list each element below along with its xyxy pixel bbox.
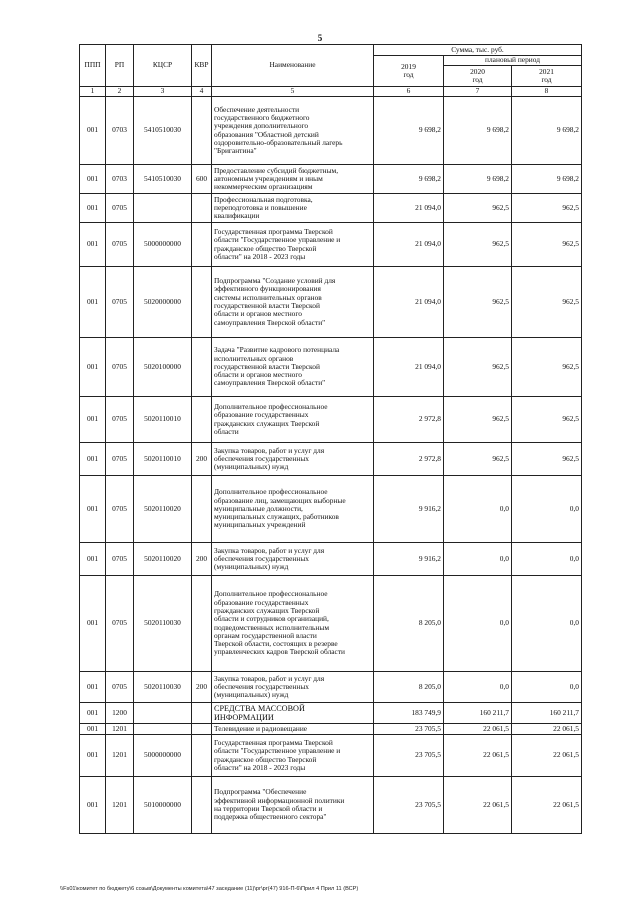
cell-2021: 0,0 <box>512 476 582 543</box>
cell-2021: 9 698,2 <box>512 165 582 194</box>
sum-header: Сумма, тыс. руб. <box>374 45 582 56</box>
cell-kvr <box>192 338 212 397</box>
cell-2019: 183 749,9 <box>374 703 444 724</box>
budget-table <box>79 44 582 834</box>
cell-rp: 0705 <box>106 476 134 543</box>
cell-name: Дополнительное профессиональное образование государственных гражданских служащих Тверской области и сотрудников организаций, подведомственных исполнительным органам государственной власти Тверской области, состоящих в резерве управленческих кадров Тверской области <box>212 576 374 672</box>
table-body <box>80 97 582 834</box>
cell-name: Подпрограмма "Обеспечение эффективной информационной политики на территории Тверской области и поддержка общественного сектора" <box>212 777 374 834</box>
cell-rp: 0705 <box>106 543 134 576</box>
cell-name: Подпрограмма "Создание условий для эффективного функционирования системы исполнительных органов государственной власти Тверской области и органов местного самоуправления Тверской области" <box>212 267 374 338</box>
cell-ppp: 001 <box>80 576 106 672</box>
cell-2021: 962,5 <box>512 338 582 397</box>
cell-2021: 0,0 <box>512 543 582 576</box>
cell-2020: 0,0 <box>444 476 512 543</box>
cell-2021: 0,0 <box>512 672 582 703</box>
cell-name: Закупка товаров, работ и услуг для обеспечения государственных (муниципальных) нужд <box>212 672 374 703</box>
cell-rp: 0703 <box>106 165 134 194</box>
cell-2020: 962,5 <box>444 267 512 338</box>
col-number: 3 <box>134 87 192 97</box>
cell-2021: 22 061,5 <box>512 724 582 735</box>
table-row <box>80 724 582 735</box>
cell-2019: 2 972,8 <box>374 443 444 476</box>
cell-rp: 0705 <box>106 576 134 672</box>
table-row <box>80 194 582 223</box>
cell-ppp: 001 <box>80 735 106 777</box>
cell-ppp: 001 <box>80 703 106 724</box>
cell-2019: 9 698,2 <box>374 97 444 165</box>
cell-ppp: 001 <box>80 165 106 194</box>
col-number: 4 <box>192 87 212 97</box>
cell-rp: 0705 <box>106 672 134 703</box>
cell-name: Задача "Развитие кадрового потенциала исполнительных органов государственной власти Тверской области и органов местного самоуправления Тверской области" <box>212 338 374 397</box>
table-row <box>80 223 582 267</box>
cell-2019: 8 205,0 <box>374 672 444 703</box>
cell-2021: 962,5 <box>512 223 582 267</box>
cell-2021: 22 061,5 <box>512 777 582 834</box>
cell-ppp: 001 <box>80 724 106 735</box>
cell-2020: 160 211,7 <box>444 703 512 724</box>
col-number: 2 <box>106 87 134 97</box>
cell-kvr <box>192 267 212 338</box>
cell-name: СРЕДСТВА МАССОВОЙ ИНФОРМАЦИИ <box>212 703 374 724</box>
cell-name: Дополнительное профессиональное образование государственных гражданских служащих Тверской области <box>212 397 374 443</box>
cell-kcsr: 5410510030 <box>134 97 192 165</box>
cell-2020: 962,5 <box>444 223 512 267</box>
cell-2019: 21 094,0 <box>374 223 444 267</box>
cell-name: Закупка товаров, работ и услуг для обеспечения государственных (муниципальных) нужд <box>212 543 374 576</box>
cell-kvr: 600 <box>192 165 212 194</box>
cell-2020: 22 061,5 <box>444 777 512 834</box>
cell-2020: 0,0 <box>444 576 512 672</box>
cell-kvr <box>192 724 212 735</box>
cell-kvr <box>192 223 212 267</box>
cell-kcsr: 5020110030 <box>134 576 192 672</box>
cell-rp: 1201 <box>106 724 134 735</box>
cell-ppp: 001 <box>80 194 106 223</box>
cell-kcsr: 5020000000 <box>134 267 192 338</box>
cell-2019: 23 705,5 <box>374 735 444 777</box>
cell-2019: 21 094,0 <box>374 338 444 397</box>
column-number-row <box>80 87 582 97</box>
col-2020-header: 2020 год <box>444 66 512 87</box>
cell-kvr <box>192 703 212 724</box>
cell-rp: 0705 <box>106 443 134 476</box>
cell-kcsr: 5410510030 <box>134 165 192 194</box>
cell-rp: 0705 <box>106 194 134 223</box>
cell-ppp: 001 <box>80 476 106 543</box>
cell-kcsr: 5020110020 <box>134 476 192 543</box>
cell-2019: 8 205,0 <box>374 576 444 672</box>
cell-2020: 0,0 <box>444 543 512 576</box>
cell-rp: 0705 <box>106 338 134 397</box>
cell-name: Дополнительное профессиональное образование лиц, замещающих выборные муниципальные должности, муниципальных служащих, работников муниципальных учреждений <box>212 476 374 543</box>
cell-kvr <box>192 397 212 443</box>
cell-2021: 962,5 <box>512 194 582 223</box>
cell-2019: 23 705,5 <box>374 777 444 834</box>
cell-rp: 1201 <box>106 777 134 834</box>
cell-2019: 9 916,2 <box>374 476 444 543</box>
cell-2019: 9 698,2 <box>374 165 444 194</box>
cell-kvr <box>192 97 212 165</box>
cell-ppp: 001 <box>80 338 106 397</box>
col-name-header: Наименование <box>212 45 374 87</box>
table-row <box>80 777 582 834</box>
col-ppp-header: ППП <box>80 45 106 87</box>
table-row <box>80 397 582 443</box>
cell-2021: 962,5 <box>512 267 582 338</box>
cell-ppp: 001 <box>80 672 106 703</box>
cell-kvr <box>192 777 212 834</box>
cell-2021: 962,5 <box>512 397 582 443</box>
cell-kvr <box>192 735 212 777</box>
table-row <box>80 338 582 397</box>
cell-kcsr: 5000000000 <box>134 223 192 267</box>
col-2021-header: 2021 год <box>512 66 582 87</box>
cell-2020: 962,5 <box>444 443 512 476</box>
cell-kcsr <box>134 703 192 724</box>
cell-rp: 1201 <box>106 735 134 777</box>
cell-kcsr: 5010000000 <box>134 777 192 834</box>
cell-rp: 1200 <box>106 703 134 724</box>
col-rp-header: РП <box>106 45 134 87</box>
cell-2019: 21 094,0 <box>374 194 444 223</box>
cell-ppp: 001 <box>80 267 106 338</box>
cell-kcsr <box>134 194 192 223</box>
table-header <box>80 45 582 97</box>
cell-2020: 962,5 <box>444 397 512 443</box>
col-number: 8 <box>512 87 582 97</box>
table-row <box>80 576 582 672</box>
col-number: 1 <box>80 87 106 97</box>
cell-2019: 9 916,2 <box>374 543 444 576</box>
cell-2020: 0,0 <box>444 672 512 703</box>
cell-2019: 21 094,0 <box>374 267 444 338</box>
cell-2021: 962,5 <box>512 443 582 476</box>
cell-ppp: 001 <box>80 223 106 267</box>
cell-2020: 9 698,2 <box>444 97 512 165</box>
cell-kcsr: 5020100000 <box>134 338 192 397</box>
col-number: 6 <box>374 87 444 97</box>
cell-name: Обеспечение деятельности государственного бюджетного учреждения дополнительного образования "Областной детский оздоровительно-образовательный лагерь "Бригантина" <box>212 97 374 165</box>
cell-ppp: 001 <box>80 97 106 165</box>
cell-name: Телевидение и радиовещание <box>212 724 374 735</box>
cell-2019: 2 972,8 <box>374 397 444 443</box>
cell-2020: 962,5 <box>444 194 512 223</box>
cell-name: Профессиональная подготовка, переподготовка и повышение квалификации <box>212 194 374 223</box>
cell-2021: 0,0 <box>512 576 582 672</box>
cell-name: Предоставление субсидий бюджетным, автономным учреждениям и иным некоммерческим организациям <box>212 165 374 194</box>
table-row <box>80 267 582 338</box>
cell-ppp: 001 <box>80 543 106 576</box>
cell-kcsr: 5020110010 <box>134 443 192 476</box>
cell-kcsr: 5020110020 <box>134 543 192 576</box>
cell-name: Государственная программа Тверской области "Государственное управление и гражданское общество Тверской области" на 2018 - 2023 годы <box>212 735 374 777</box>
cell-2021: 9 698,2 <box>512 97 582 165</box>
col-2019-header: 2019 год <box>374 56 444 87</box>
cell-2019: 23 705,5 <box>374 724 444 735</box>
cell-rp: 0705 <box>106 223 134 267</box>
cell-name: Закупка товаров, работ и услуг для обеспечения государственных (муниципальных) нужд <box>212 443 374 476</box>
table-row <box>80 703 582 724</box>
cell-name: Государственная программа Тверской области "Государственное управление и гражданское общество Тверской области" на 2018 - 2023 годы <box>212 223 374 267</box>
cell-rp: 0705 <box>106 397 134 443</box>
cell-rp: 0705 <box>106 267 134 338</box>
cell-kcsr <box>134 724 192 735</box>
cell-2020: 9 698,2 <box>444 165 512 194</box>
cell-2020: 962,5 <box>444 338 512 397</box>
planned-period-header: плановый период <box>444 56 582 66</box>
cell-kcsr: 5000000000 <box>134 735 192 777</box>
table-row <box>80 443 582 476</box>
cell-rp: 0703 <box>106 97 134 165</box>
col-number: 7 <box>444 87 512 97</box>
cell-ppp: 001 <box>80 777 106 834</box>
col-number: 5 <box>212 87 374 97</box>
table-row <box>80 735 582 777</box>
file-path-footer: \\Fs01\комитет по бюджету\6 созыв\Документы комитета\47 заседание (11)\рг\рг(47) 916-П-6\Прил 4 Прил 11 (ВСР) <box>60 886 359 892</box>
cell-2020: 22 061,5 <box>444 735 512 777</box>
col-kvr-header: КВР <box>192 45 212 87</box>
cell-kvr <box>192 476 212 543</box>
col-kcsr-header: КЦСР <box>134 45 192 87</box>
table-row <box>80 543 582 576</box>
cell-ppp: 001 <box>80 397 106 443</box>
page-number: 5 <box>317 33 323 43</box>
cell-2020: 22 061,5 <box>444 724 512 735</box>
cell-kvr: 200 <box>192 672 212 703</box>
cell-ppp: 001 <box>80 443 106 476</box>
cell-kvr: 200 <box>192 443 212 476</box>
table-row <box>80 165 582 194</box>
cell-kvr: 200 <box>192 543 212 576</box>
table-row <box>80 476 582 543</box>
cell-kcsr: 5020110010 <box>134 397 192 443</box>
table-row <box>80 97 582 165</box>
cell-kcsr: 5020110030 <box>134 672 192 703</box>
table-row <box>80 672 582 703</box>
cell-kvr <box>192 194 212 223</box>
cell-2021: 160 211,7 <box>512 703 582 724</box>
cell-2021: 22 061,5 <box>512 735 582 777</box>
cell-kvr <box>192 576 212 672</box>
